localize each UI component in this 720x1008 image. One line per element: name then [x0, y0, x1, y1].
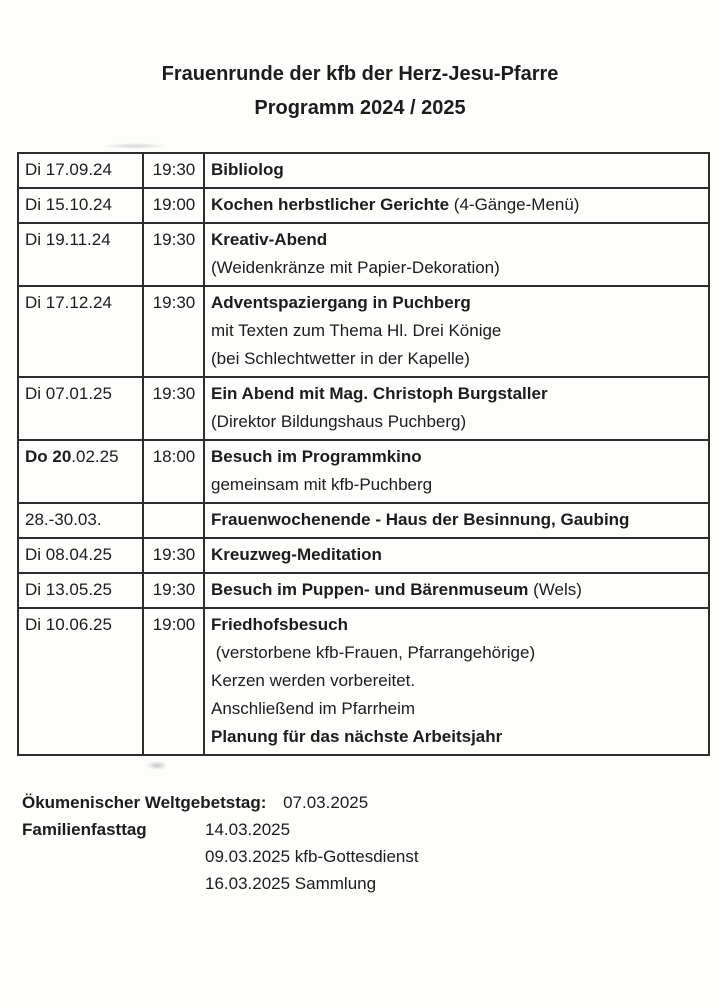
event-line — [211, 254, 703, 282]
table-row — [18, 377, 709, 440]
event-line — [211, 408, 703, 436]
event-line — [211, 191, 703, 219]
event-cell — [204, 188, 709, 223]
event-line — [211, 667, 703, 695]
time-cell: 19:30 — [143, 573, 204, 608]
date-cell — [18, 440, 143, 503]
event-line — [211, 443, 703, 471]
text-segment: 28.-30.03. — [25, 510, 102, 529]
event-line — [211, 380, 703, 408]
scan-smudge — [102, 143, 168, 149]
event-line — [211, 723, 703, 751]
weltgebetstag-date: 07.03.2025 — [283, 793, 369, 812]
text-segment: Kreuzweg-Meditation — [211, 545, 382, 564]
event-cell — [204, 538, 709, 573]
scan-smudge — [146, 761, 168, 770]
date-cell — [18, 188, 143, 223]
time-cell: 19:30 — [143, 286, 204, 377]
time-cell: 19:00 — [143, 188, 204, 223]
event-cell — [204, 223, 709, 286]
program-table — [17, 152, 710, 756]
time-cell: 19:30 — [143, 153, 204, 188]
text-segment: Friedhofsbesuch — [211, 615, 348, 634]
weltgebetstag-label: Ökumenischer Weltgebetstag: — [22, 793, 267, 812]
text-segment: Frauenwochenende - Haus der Besinnung, Gaubing — [211, 510, 630, 529]
fasttag-entry: 14.03.2025 — [205, 820, 291, 839]
table-row — [18, 188, 709, 223]
text-segment: Di 08.04.25 — [25, 545, 112, 564]
time-cell — [143, 503, 204, 538]
text-segment: mit Texten zum Thema Hl. Drei Könige — [211, 321, 502, 340]
document-header — [0, 60, 720, 122]
date-cell — [18, 377, 143, 440]
event-cell — [204, 608, 709, 755]
text-segment: (Direktor Bildungshaus Puchberg) — [211, 412, 467, 431]
text-segment: (4-Gänge-Menü) — [449, 195, 580, 214]
date-cell — [18, 153, 143, 188]
time-cell: 18:00 — [143, 440, 204, 503]
text-segment: Besuch im Programmkino — [211, 447, 422, 466]
table-row — [18, 153, 709, 188]
table-row — [18, 538, 709, 573]
event-line — [211, 695, 703, 723]
text-segment: Besuch im Puppen- und Bärenmuseum — [211, 580, 529, 599]
table-row — [18, 286, 709, 377]
date-cell — [18, 503, 143, 538]
event-line — [211, 345, 703, 373]
event-line — [211, 226, 703, 254]
table-row — [18, 608, 709, 755]
text-segment: Di 15.10.24 — [25, 195, 112, 214]
table-row — [18, 223, 709, 286]
event-line — [211, 639, 703, 667]
event-line — [211, 289, 703, 317]
date-cell — [18, 286, 143, 377]
text-segment: Di 13.05.25 — [25, 580, 112, 599]
table-row — [18, 503, 709, 538]
date-cell — [18, 538, 143, 573]
time-cell: 19:30 — [143, 377, 204, 440]
date-cell — [18, 573, 143, 608]
event-cell — [204, 503, 709, 538]
text-segment: Di 19.11.24 — [25, 230, 111, 249]
text-segment: Adventspaziergang in Puchberg — [211, 293, 471, 312]
event-line — [211, 611, 703, 639]
text-segment: Kerzen werden vorbereitet. — [211, 671, 416, 690]
event-cell — [204, 153, 709, 188]
event-line — [211, 576, 703, 604]
time-cell: 19:30 — [143, 223, 204, 286]
weltgebetstag-line — [22, 789, 720, 816]
text-segment: Di 10.06.25 — [25, 615, 112, 634]
text-segment: Kochen herbstlicher Gerichte — [211, 195, 450, 214]
text-segment: Di 17.09.24 — [25, 160, 112, 179]
text-segment: Kreativ-Abend — [211, 230, 328, 249]
time-cell: 19:30 — [143, 538, 204, 573]
fasttag-entry: 16.03.2025 Sammlung — [205, 874, 377, 893]
page-title: Frauenrunde der kfb der Herz-Jesu-Pfarre — [161, 63, 559, 85]
text-segment: Ein Abend mit Mag. Christoph Burgstaller — [211, 384, 548, 403]
date-cell — [18, 223, 143, 286]
text-segment: Di 17.12.24 — [25, 293, 112, 312]
text-segment: (verstorbene kfb-Frauen, Pfarrangehörige) — [211, 643, 536, 662]
event-line — [211, 541, 703, 569]
text-segment: Di 07.01.25 — [25, 384, 112, 403]
text-segment: (Weidenkränze mit Papier-Dekoration) — [211, 258, 500, 277]
event-cell — [204, 377, 709, 440]
date-cell — [18, 608, 143, 755]
text-segment: (Wels) — [528, 580, 582, 599]
event-cell — [204, 440, 709, 503]
event-line — [211, 471, 703, 499]
fasttag-entry: 09.03.2025 kfb-Gottesdienst — [205, 847, 419, 866]
text-segment: gemeinsam mit kfb-Puchberg — [211, 475, 433, 494]
time-cell: 19:00 — [143, 608, 204, 755]
text-segment: Planung für das nächste Arbeitsjahr — [211, 727, 503, 746]
text-segment: (bei Schlechtwetter in der Kapelle) — [211, 349, 470, 368]
text-segment: Do 20 — [25, 447, 72, 466]
text-segment: Anschließend im Pfarrheim — [211, 699, 416, 718]
event-cell — [204, 573, 709, 608]
table-row — [18, 573, 709, 608]
familienfasttag-label: Familienfasttag — [22, 820, 147, 839]
table-row — [18, 440, 709, 503]
footer-notes — [22, 789, 720, 897]
event-line — [211, 506, 703, 534]
schedule-body — [18, 153, 709, 755]
familienfasttag-block — [22, 816, 720, 897]
event-line — [211, 156, 703, 184]
familienfasttag-entries — [205, 816, 720, 897]
event-line — [211, 317, 703, 345]
page-subtitle: Programm 2024 / 2025 — [254, 97, 466, 119]
event-cell — [204, 286, 709, 377]
text-segment: Bibliolog — [211, 160, 284, 179]
text-segment: .02.25 — [71, 447, 119, 466]
